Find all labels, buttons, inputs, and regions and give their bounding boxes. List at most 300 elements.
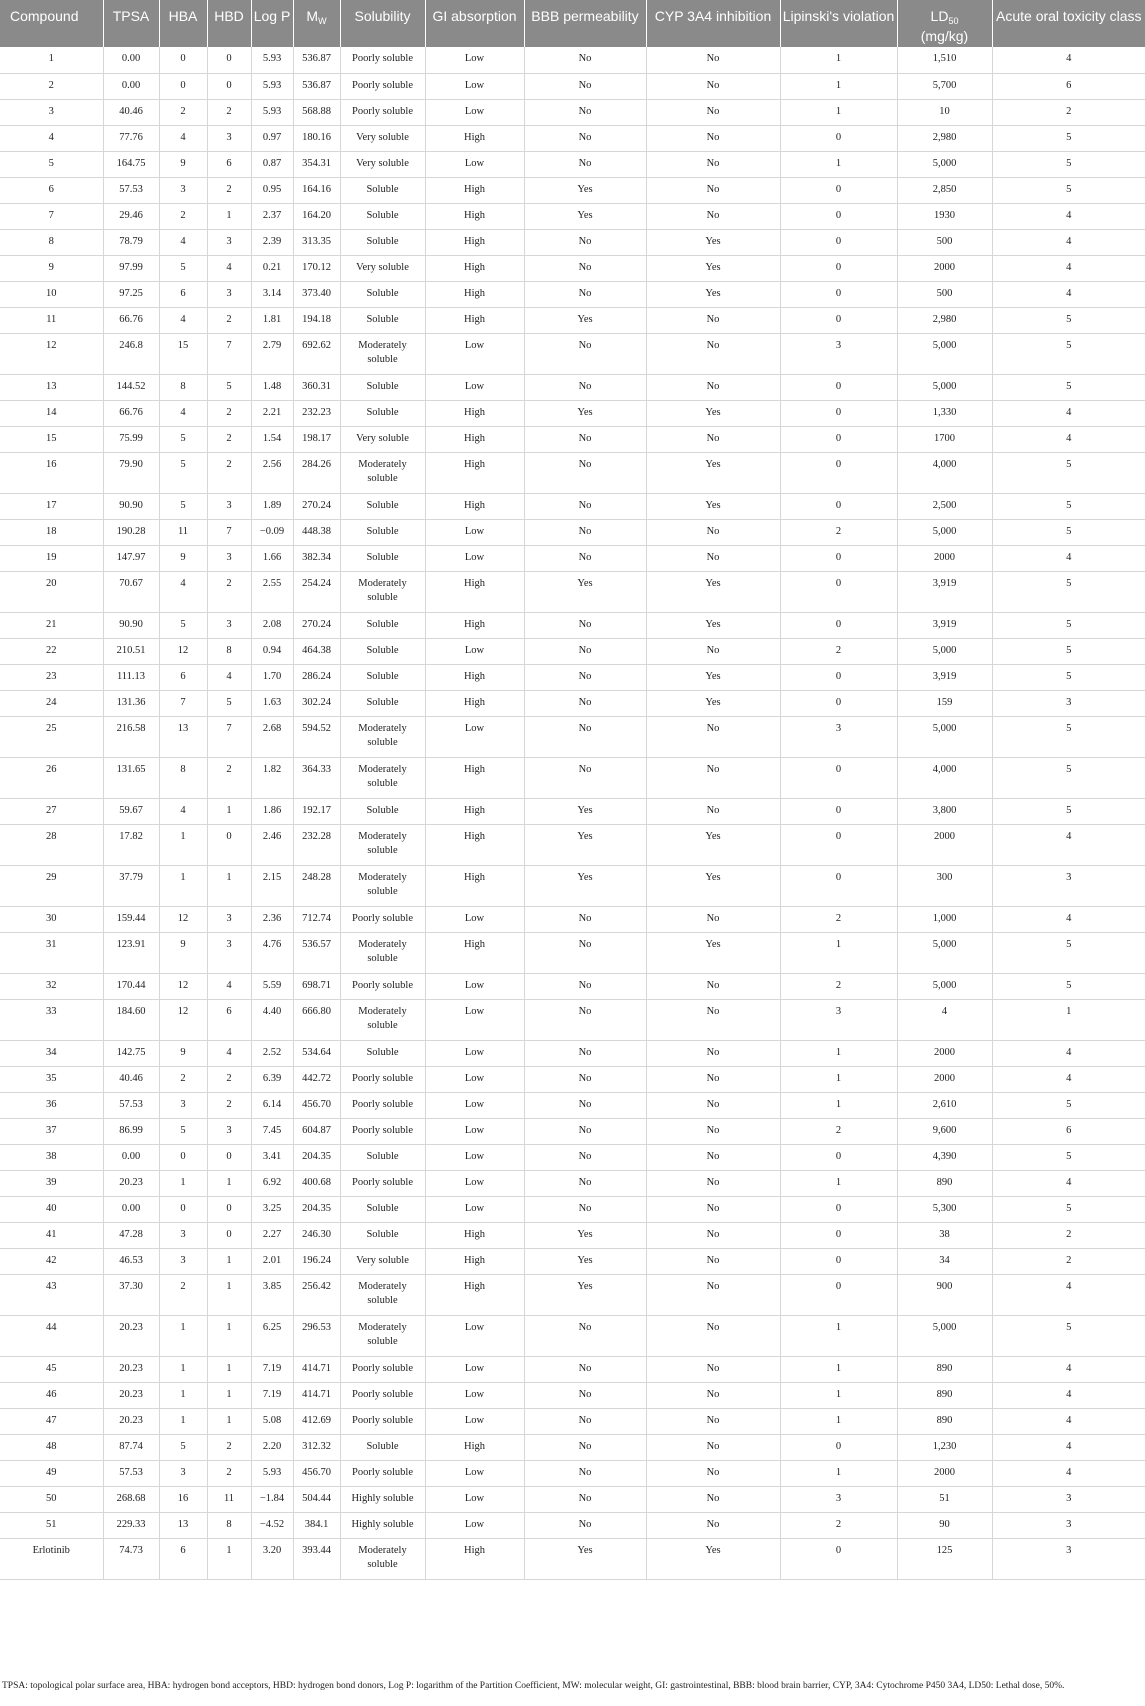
cell-tox: 5	[992, 519, 1145, 545]
cell-tox: 4	[992, 400, 1145, 426]
cell-hbd: 7	[207, 716, 251, 757]
table-row	[0, 571, 1145, 612]
cell-compound: 12	[0, 333, 103, 374]
cell-mw: 254.24	[293, 571, 340, 612]
cell-ld50: 5,300	[897, 1196, 992, 1222]
cell-hba: 5	[159, 493, 207, 519]
cell-logp: 2.36	[251, 906, 293, 932]
cell-tox: 5	[992, 1092, 1145, 1118]
cell-bbb: No	[524, 73, 646, 99]
cell-hbd: 1	[207, 1274, 251, 1315]
cell-lipinski: 1	[780, 1356, 897, 1382]
cell-hba: 16	[159, 1486, 207, 1512]
cell-lipinski: 3	[780, 716, 897, 757]
cell-ld50: 51	[897, 1486, 992, 1512]
cell-cyp: No	[646, 177, 780, 203]
cell-logp: 2.46	[251, 824, 293, 865]
cell-tpsa: 20.23	[103, 1382, 159, 1408]
cell-compound: 15	[0, 426, 103, 452]
cell-tox: 4	[992, 281, 1145, 307]
cell-solubility: Highly soluble	[340, 1512, 425, 1538]
cell-lipinski: 0	[780, 307, 897, 333]
cell-solubility: Poorly soluble	[340, 1408, 425, 1434]
cell-hbd: 4	[207, 255, 251, 281]
cell-mw: 604.87	[293, 1118, 340, 1144]
cell-logp: 3.14	[251, 281, 293, 307]
cell-compound: 26	[0, 757, 103, 798]
cell-hba: 5	[159, 426, 207, 452]
cell-ld50: 2000	[897, 824, 992, 865]
cell-bbb: No	[524, 1040, 646, 1066]
cell-hbd: 1	[207, 1248, 251, 1274]
cell-hbd: 7	[207, 519, 251, 545]
cell-tpsa: 87.74	[103, 1434, 159, 1460]
cell-cyp: No	[646, 545, 780, 571]
cell-hba: 5	[159, 1118, 207, 1144]
table-row	[0, 1538, 1145, 1579]
cell-tox: 5	[992, 664, 1145, 690]
cell-mw: 246.30	[293, 1222, 340, 1248]
cell-lipinski: 0	[780, 1222, 897, 1248]
cell-tpsa: 229.33	[103, 1512, 159, 1538]
cell-mw: 712.74	[293, 906, 340, 932]
cell-gi: High	[425, 307, 524, 333]
cell-bbb: No	[524, 1382, 646, 1408]
cell-solubility: Moderately soluble	[340, 1274, 425, 1315]
cell-tpsa: 170.44	[103, 973, 159, 999]
cell-solubility: Poorly soluble	[340, 1356, 425, 1382]
cell-ld50: 159	[897, 690, 992, 716]
cell-ld50: 5,000	[897, 932, 992, 973]
cell-tox: 1	[992, 999, 1145, 1040]
cell-mw: 384.1	[293, 1512, 340, 1538]
cell-lipinski: 0	[780, 1196, 897, 1222]
cell-compound: 48	[0, 1434, 103, 1460]
cell-logp: −4.52	[251, 1512, 293, 1538]
cell-gi: Low	[425, 519, 524, 545]
cell-tox: 3	[992, 690, 1145, 716]
cell-lipinski: 0	[780, 798, 897, 824]
cell-logp: 5.08	[251, 1408, 293, 1434]
cell-hba: 0	[159, 1144, 207, 1170]
cell-bbb: Yes	[524, 203, 646, 229]
table-row	[0, 281, 1145, 307]
cell-lipinski: 0	[780, 426, 897, 452]
table-row	[0, 1434, 1145, 1460]
cell-tox: 5	[992, 571, 1145, 612]
cell-compound: 1	[0, 47, 103, 73]
cell-cyp: No	[646, 1356, 780, 1382]
cell-mw: 192.17	[293, 798, 340, 824]
cell-gi: Low	[425, 638, 524, 664]
cell-tox: 4	[992, 545, 1145, 571]
cell-bbb: No	[524, 1356, 646, 1382]
cell-hba: 8	[159, 757, 207, 798]
cell-ld50: 4,000	[897, 757, 992, 798]
cell-hbd: 0	[207, 1144, 251, 1170]
cell-tpsa: 40.46	[103, 1066, 159, 1092]
cell-tox: 5	[992, 638, 1145, 664]
cell-hba: 4	[159, 307, 207, 333]
cell-compound: 30	[0, 906, 103, 932]
cell-compound: 38	[0, 1144, 103, 1170]
cell-logp: 3.85	[251, 1274, 293, 1315]
cell-lipinski: 3	[780, 999, 897, 1040]
col-header-compound: Compound	[0, 0, 103, 47]
cell-bbb: No	[524, 333, 646, 374]
cell-compound: 29	[0, 865, 103, 906]
cell-mw: 360.31	[293, 374, 340, 400]
cell-ld50: 900	[897, 1274, 992, 1315]
table-row	[0, 612, 1145, 638]
cell-cyp: No	[646, 757, 780, 798]
cell-hbd: 3	[207, 1118, 251, 1144]
cell-ld50: 5,000	[897, 1315, 992, 1356]
cell-bbb: No	[524, 612, 646, 638]
cell-gi: Low	[425, 1170, 524, 1196]
cell-hbd: 1	[207, 203, 251, 229]
cell-cyp: Yes	[646, 255, 780, 281]
cell-tpsa: 20.23	[103, 1170, 159, 1196]
cell-tpsa: 20.23	[103, 1408, 159, 1434]
cell-gi: High	[425, 932, 524, 973]
cell-solubility: Soluble	[340, 1222, 425, 1248]
cell-mw: 270.24	[293, 493, 340, 519]
cell-logp: 2.15	[251, 865, 293, 906]
cell-gi: Low	[425, 1408, 524, 1434]
table-row	[0, 1512, 1145, 1538]
cell-tox: 5	[992, 1144, 1145, 1170]
cell-bbb: No	[524, 999, 646, 1040]
cell-cyp: No	[646, 1222, 780, 1248]
cell-bbb: No	[524, 757, 646, 798]
cell-gi: High	[425, 255, 524, 281]
cell-lipinski: 1	[780, 1066, 897, 1092]
cell-solubility: Soluble	[340, 519, 425, 545]
cell-tox: 5	[992, 973, 1145, 999]
cell-ld50: 1,330	[897, 400, 992, 426]
cell-gi: High	[425, 400, 524, 426]
cell-gi: Low	[425, 99, 524, 125]
cell-tox: 4	[992, 1066, 1145, 1092]
cell-cyp: Yes	[646, 1538, 780, 1579]
cell-mw: 296.53	[293, 1315, 340, 1356]
cell-ld50: 2000	[897, 1460, 992, 1486]
cell-gi: High	[425, 1274, 524, 1315]
cell-gi: Low	[425, 1066, 524, 1092]
cell-bbb: No	[524, 452, 646, 493]
cell-gi: High	[425, 426, 524, 452]
cell-cyp: Yes	[646, 571, 780, 612]
cell-tpsa: 77.76	[103, 125, 159, 151]
table-row	[0, 1356, 1145, 1382]
cell-ld50: 2000	[897, 1040, 992, 1066]
cell-logp: 4.76	[251, 932, 293, 973]
cell-logp: 5.93	[251, 1460, 293, 1486]
cell-logp: 5.93	[251, 47, 293, 73]
cell-tpsa: 0.00	[103, 1196, 159, 1222]
table-row	[0, 1274, 1145, 1315]
cell-bbb: No	[524, 638, 646, 664]
cell-compound: 19	[0, 545, 103, 571]
cell-solubility: Soluble	[340, 203, 425, 229]
cell-compound: 24	[0, 690, 103, 716]
cell-compound: 16	[0, 452, 103, 493]
cell-gi: Low	[425, 47, 524, 73]
table-row	[0, 177, 1145, 203]
cell-hbd: 1	[207, 865, 251, 906]
cell-tox: 5	[992, 757, 1145, 798]
cell-compound: 3	[0, 99, 103, 125]
cell-hbd: 2	[207, 177, 251, 203]
cell-bbb: No	[524, 1315, 646, 1356]
cell-mw: 414.71	[293, 1356, 340, 1382]
cell-hba: 1	[159, 1170, 207, 1196]
cell-tpsa: 210.51	[103, 638, 159, 664]
cell-mw: 354.31	[293, 151, 340, 177]
cell-compound: 7	[0, 203, 103, 229]
cell-hba: 9	[159, 932, 207, 973]
cell-solubility: Soluble	[340, 612, 425, 638]
cell-hba: 1	[159, 1408, 207, 1434]
cell-hba: 6	[159, 664, 207, 690]
cell-cyp: No	[646, 1066, 780, 1092]
cell-lipinski: 2	[780, 1512, 897, 1538]
cell-lipinski: 1	[780, 151, 897, 177]
cell-tox: 4	[992, 1382, 1145, 1408]
cell-compound: 40	[0, 1196, 103, 1222]
table-row	[0, 519, 1145, 545]
cell-solubility: Poorly soluble	[340, 47, 425, 73]
cell-tpsa: 246.8	[103, 333, 159, 374]
cell-logp: 5.93	[251, 99, 293, 125]
ld50-main-text: LD	[930, 8, 949, 24]
cell-cyp: No	[646, 1248, 780, 1274]
cell-ld50: 3,800	[897, 798, 992, 824]
cell-lipinski: 2	[780, 638, 897, 664]
cell-cyp: No	[646, 1434, 780, 1460]
cell-hba: 2	[159, 203, 207, 229]
cell-compound: 44	[0, 1315, 103, 1356]
cell-lipinski: 0	[780, 664, 897, 690]
cell-compound: 14	[0, 400, 103, 426]
cell-ld50: 5,000	[897, 374, 992, 400]
cell-hba: 5	[159, 452, 207, 493]
cell-logp: 1.70	[251, 664, 293, 690]
cell-tpsa: 144.52	[103, 374, 159, 400]
cell-ld50: 5,000	[897, 973, 992, 999]
cell-compound: 47	[0, 1408, 103, 1434]
cell-hbd: 3	[207, 125, 251, 151]
cell-hba: 9	[159, 1040, 207, 1066]
cell-lipinski: 0	[780, 229, 897, 255]
cell-compound: 9	[0, 255, 103, 281]
cell-mw: 232.23	[293, 400, 340, 426]
cell-cyp: No	[646, 426, 780, 452]
cell-ld50: 2,980	[897, 307, 992, 333]
cell-gi: High	[425, 1538, 524, 1579]
cell-logp: 6.14	[251, 1092, 293, 1118]
cell-hba: 4	[159, 229, 207, 255]
cell-tox: 5	[992, 151, 1145, 177]
cell-cyp: No	[646, 1040, 780, 1066]
cell-compound: 37	[0, 1118, 103, 1144]
cell-tpsa: 190.28	[103, 519, 159, 545]
cell-cyp: Yes	[646, 229, 780, 255]
cell-ld50: 3,919	[897, 664, 992, 690]
cell-ld50: 500	[897, 281, 992, 307]
table-row	[0, 374, 1145, 400]
cell-cyp: No	[646, 638, 780, 664]
cell-bbb: No	[524, 690, 646, 716]
cell-tox: 4	[992, 1356, 1145, 1382]
cell-bbb: No	[524, 545, 646, 571]
cell-bbb: No	[524, 906, 646, 932]
cell-ld50: 2,850	[897, 177, 992, 203]
table-row	[0, 47, 1145, 73]
cell-hba: 3	[159, 1248, 207, 1274]
cell-hba: 1	[159, 865, 207, 906]
cell-compound: 21	[0, 612, 103, 638]
table-row	[0, 1315, 1145, 1356]
cell-logp: 2.21	[251, 400, 293, 426]
cell-mw: 198.17	[293, 426, 340, 452]
cell-tox: 2	[992, 1222, 1145, 1248]
cell-gi: Low	[425, 374, 524, 400]
cell-logp: 6.39	[251, 1066, 293, 1092]
cell-logp: 2.27	[251, 1222, 293, 1248]
cell-compound: 43	[0, 1274, 103, 1315]
cell-hba: 15	[159, 333, 207, 374]
cell-tox: 5	[992, 177, 1145, 203]
cell-mw: 204.35	[293, 1144, 340, 1170]
cell-hbd: 6	[207, 151, 251, 177]
cell-compound: 33	[0, 999, 103, 1040]
cell-lipinski: 0	[780, 1434, 897, 1460]
cell-hba: 4	[159, 571, 207, 612]
cell-compound: 6	[0, 177, 103, 203]
cell-gi: Low	[425, 1486, 524, 1512]
cell-mw: 534.64	[293, 1040, 340, 1066]
cell-tpsa: 97.25	[103, 281, 159, 307]
cell-tpsa: 123.91	[103, 932, 159, 973]
cell-tpsa: 0.00	[103, 47, 159, 73]
cell-tpsa: 37.79	[103, 865, 159, 906]
table-row	[0, 333, 1145, 374]
cell-compound: 32	[0, 973, 103, 999]
cell-mw: 536.57	[293, 932, 340, 973]
cell-cyp: No	[646, 1315, 780, 1356]
cell-ld50: 500	[897, 229, 992, 255]
cell-solubility: Soluble	[340, 798, 425, 824]
cell-tox: 4	[992, 203, 1145, 229]
cell-mw: 164.16	[293, 177, 340, 203]
table-row	[0, 973, 1145, 999]
cell-hbd: 2	[207, 400, 251, 426]
cell-tpsa: 159.44	[103, 906, 159, 932]
cell-cyp: No	[646, 973, 780, 999]
cell-gi: High	[425, 824, 524, 865]
cell-tox: 5	[992, 333, 1145, 374]
cell-mw: 180.16	[293, 125, 340, 151]
cell-compound: 34	[0, 1040, 103, 1066]
cell-tpsa: 59.67	[103, 798, 159, 824]
cell-gi: Low	[425, 1118, 524, 1144]
cell-ld50: 2,500	[897, 493, 992, 519]
cell-gi: Low	[425, 1512, 524, 1538]
cell-compound: 49	[0, 1460, 103, 1486]
cell-tox: 5	[992, 716, 1145, 757]
cell-solubility: Poorly soluble	[340, 1092, 425, 1118]
cell-gi: Low	[425, 73, 524, 99]
cell-solubility: Soluble	[340, 1040, 425, 1066]
cell-gi: High	[425, 125, 524, 151]
cell-hba: 11	[159, 519, 207, 545]
cell-logp: 7.19	[251, 1356, 293, 1382]
cell-solubility: Poorly soluble	[340, 906, 425, 932]
cell-lipinski: 0	[780, 1538, 897, 1579]
table-row	[0, 865, 1145, 906]
cell-hbd: 4	[207, 1040, 251, 1066]
cell-lipinski: 0	[780, 125, 897, 151]
table-row	[0, 151, 1145, 177]
cell-hbd: 2	[207, 1066, 251, 1092]
cell-gi: High	[425, 229, 524, 255]
cell-mw: 373.40	[293, 281, 340, 307]
cell-hba: 0	[159, 1196, 207, 1222]
cell-hbd: 2	[207, 426, 251, 452]
cell-solubility: Moderately soluble	[340, 865, 425, 906]
cell-solubility: Soluble	[340, 281, 425, 307]
cell-bbb: Yes	[524, 571, 646, 612]
cell-cyp: No	[646, 73, 780, 99]
cell-tox: 3	[992, 865, 1145, 906]
cell-tpsa: 0.00	[103, 1144, 159, 1170]
cell-hba: 4	[159, 798, 207, 824]
cell-logp: 6.25	[251, 1315, 293, 1356]
cell-ld50: 890	[897, 1408, 992, 1434]
cell-ld50: 2,610	[897, 1092, 992, 1118]
cell-cyp: No	[646, 1274, 780, 1315]
cell-cyp: Yes	[646, 824, 780, 865]
cell-hbd: 2	[207, 307, 251, 333]
cell-bbb: No	[524, 1118, 646, 1144]
cell-cyp: No	[646, 99, 780, 125]
cell-bbb: No	[524, 125, 646, 151]
cell-logp: 2.55	[251, 571, 293, 612]
cell-hbd: 7	[207, 333, 251, 374]
cell-tox: 3	[992, 1512, 1145, 1538]
cell-solubility: Moderately soluble	[340, 1538, 425, 1579]
cell-hbd: 0	[207, 73, 251, 99]
cell-tox: 4	[992, 426, 1145, 452]
cell-solubility: Soluble	[340, 374, 425, 400]
table-row	[0, 1040, 1145, 1066]
col-header-cyp: CYP 3A4 inhibition	[646, 0, 780, 47]
cell-gi: Low	[425, 1196, 524, 1222]
cell-gi: Low	[425, 1092, 524, 1118]
cell-mw: 286.24	[293, 664, 340, 690]
cell-gi: High	[425, 664, 524, 690]
cell-hbd: 0	[207, 47, 251, 73]
table-row	[0, 1486, 1145, 1512]
table-row	[0, 664, 1145, 690]
cell-compound: 51	[0, 1512, 103, 1538]
cell-bbb: No	[524, 1092, 646, 1118]
cell-hba: 6	[159, 281, 207, 307]
cell-logp: 0.21	[251, 255, 293, 281]
cell-solubility: Very soluble	[340, 426, 425, 452]
